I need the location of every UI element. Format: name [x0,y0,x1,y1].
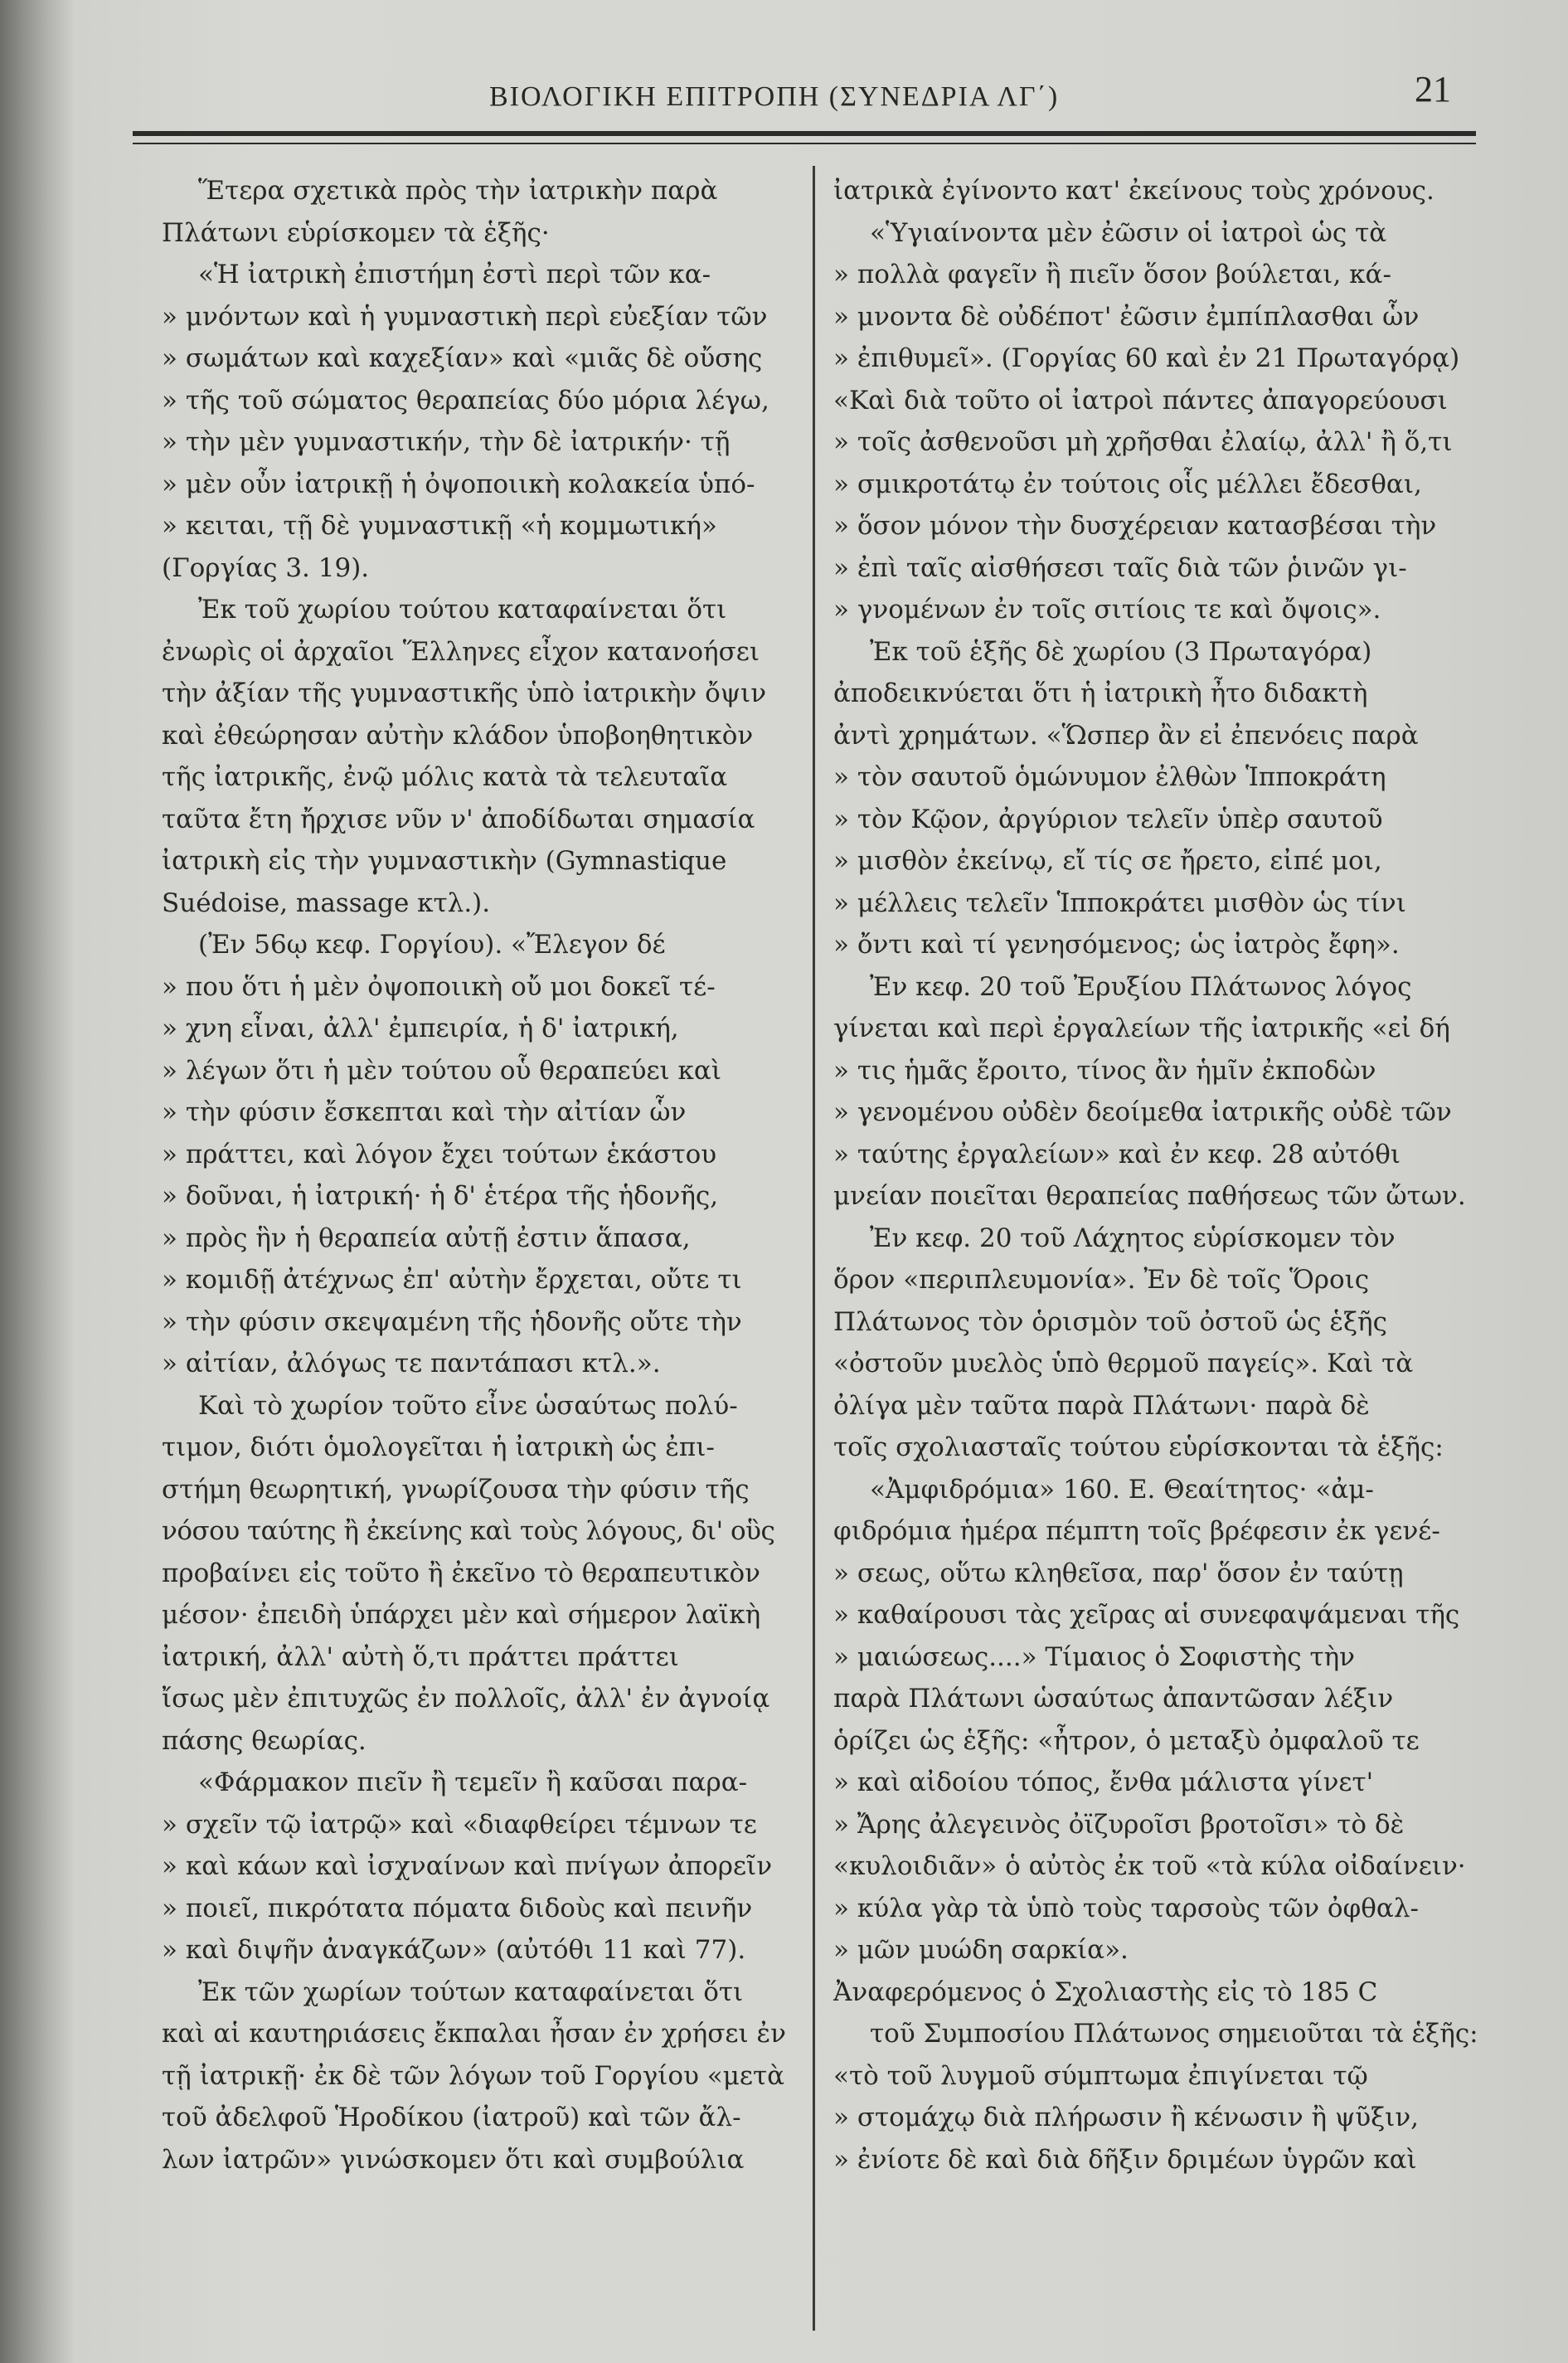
text-line: (Γοργίας 3. 19). [162,552,370,583]
text-line: «Ἀμφιδρόμια» 160. Ε. Θεαίτητος· «ἀμ- [870,1474,1374,1505]
text-line: προβαίνει εἰς τοῦτο ἢ ἐκεῖνο τὸ θεραπευτικὸν [162,1558,760,1588]
text-line: » ἐπιθυμεῖ». (Γοργίας 60 καὶ ἐν 21 Πρωταγόρᾳ) [833,343,1460,373]
text-line: » τῆς τοῦ σώματος θεραπείας δύο μόρια λέγω, [162,385,769,416]
text-line: » μῶν μυώδη σαρκία». [833,1935,1129,1965]
text-line: Ἐκ τῶν χωρίων τούτων καταφαίνεται ὅτι [198,1976,744,2007]
text-line: » σεως, οὕτω κληθεῖσα, παρ' ὅσον ἐν ταύτῃ [833,1558,1404,1588]
text-line: » τὸν Κῷον, ἀργύριον τελεῖν ὑπὲρ σαυτοῦ [833,804,1383,834]
text-line: καὶ ἐθεώρησαν αὐτὴν κλάδον ὑποβοηθητικὸν [162,720,754,751]
text-line: «Καὶ διὰ τοῦτο οἱ ἰατροὶ πάντες ἀπαγορεύουσι [833,385,1448,416]
text-line: » ὄντι καὶ τί γενησόμενος; ὡς ἰατρὸς ἔφη». [833,930,1400,960]
text-line: » σμικροτάτῳ ἐν τούτοις οἷς μέλλει ἔδεσθαι, [833,469,1422,499]
text-line: πάσης θεωρίας. [162,1725,367,1756]
text-line: παρὰ Πλάτωνι ὡσαύτως ἀπαντῶσαν λέξιν [833,1684,1394,1714]
column-divider [813,166,815,2331]
text-line: » τοῖς ἀσθενοῦσι μὴ χρῆσθαι ἐλαίῳ, ἀλλ' ἢ ὅ,τι [833,427,1453,457]
right-column [833,170,1488,2181]
text-line: λων ἰατρῶν» γινώσκομεν ὅτι καὶ συμβούλια [162,2144,745,2175]
text-line: » ἐπὶ ταῖς αἰσθήσεσι ταῖς διὰ τῶν ῥινῶν γι- [833,552,1407,583]
text-line: » δοῦναι, ἡ ἰατρική· ἡ δ' ἑτέρα τῆς ἡδονῆς, [162,1181,719,1211]
text-line: τῆς ἰατρικῆς, ἐνῷ μόλις κατὰ τὰ τελευταῖα [162,762,728,792]
text-line: μέσον· ἐπειδὴ ὑπάρχει μὲν καὶ σήμερον λαϊκὴ [162,1600,761,1630]
text-line: Ἐν κεφ. 20 τοῦ Ἐρυξίου Πλάτωνος λόγος [870,971,1412,1002]
text-line: «Ἡ ἰατρικὴ ἐπιστήμη ἐστὶ περὶ τῶν κα- [198,260,711,289]
text-line: » κύλα γὰρ τὰ ὑπὸ τοὺς ταρσοὺς τῶν ὀφθαλ- [833,1893,1419,1923]
text-line: «τὸ τοῦ λυγμοῦ σύμπτωμα ἐπιγίνεται τῷ [833,2060,1368,2091]
text-line: ὁρίζει ὡς ἑξῆς: «ἦτρον, ὁ μεταξὺ ὀμφαλοῦ τε [833,1725,1420,1756]
header-rule-thin [133,143,1476,144]
text-line: Ἕτερα σχετικὰ πρὸς τὴν ἰατρικὴν παρὰ [198,176,718,206]
text-line: » τις ἡμᾶς ἔροιτο, τίνος ἂν ἡμῖν ἐκποδὼν [833,1055,1376,1086]
text-line: ἰατρική, ἀλλ' αὐτὴ ὅ,τι πράττει πράττει [162,1641,679,1672]
text-line: (Ἐν 56ῳ κεφ. Γοργίου). «Ἔλεγον δέ [198,930,666,960]
text-line: Ἐκ τοῦ χωρίου τούτου καταφαίνεται ὅτι [198,595,727,625]
text-line: » χνη εἶναι, ἀλλ' ἐμπειρία, ἡ δ' ἰατρική, [162,1014,679,1043]
text-line: » σωμάτων καὶ καχεξίαν» καὶ «μιᾶς δὲ οὔσης [162,343,763,373]
running-head: ΒΙΟΛΟΓΙΚΗ ΕΠΙΤΡΟΠΗ (ΣΥΝΕΔΡΙΑ ΛΓ΄) [489,81,1060,112]
text-line: » μνόντων καὶ ἡ γυμναστικὴ περὶ εὐεξίαν τῶν [162,301,768,332]
text-line: » μαιώσεως....» Τίμαιος ὁ Σοφιστὴς τὴν [833,1641,1356,1672]
text-line: » μέλλεις τελεῖν Ἱπποκράτει μισθὸν ὡς τίνι [833,887,1406,918]
text-line: τοῖς σχολιασταῖς τούτου εὑρίσκονται τὰ ἑξῆς: [833,1432,1444,1462]
text-line: τοῦ Συμποσίου Πλάτωνος σημειοῦται τὰ ἑξῆς: [870,2019,1478,2049]
text-line: » κομιδῇ ἀτέχνως ἐπ' αὐτὴν ἔρχεται, οὔτε τι [162,1265,742,1295]
text-line: » λέγων ὅτι ἡ μὲν τούτου οὗ θεραπεύει καὶ [162,1055,721,1086]
text-line: τῇ ἰατρικῇ· ἐκ δὲ τῶν λόγων τοῦ Γοργίου «μετὰ [162,2060,785,2091]
text-line: » τὸν σαυτοῦ ὁμώνυμον ἐλθὼν Ἱπποκράτη [833,762,1386,792]
text-line: » σχεῖν τῷ ἰατρῷ» καὶ «διαφθείρει τέμνων τε [162,1809,757,1840]
text-line: ὀλίγα μὲν ταῦτα παρὰ Πλάτωνι· παρὰ δὲ [833,1390,1370,1421]
text-line: » κειται, τῇ δὲ γυμναστικῇ «ἡ κομμωτική» [162,511,717,541]
text-line: Πλάτωνι εὑρίσκομεν τὰ ἑξῆς· [162,217,550,248]
text-line: » τὴν φύσιν ἔσκεπται καὶ τὴν αἰτίαν ὧν [162,1097,687,1127]
text-line: μνείαν ποιεῖται θεραπείας παθήσεως τῶν ὤτων. [833,1181,1466,1211]
text-line: » ποιεῖ, πικρότατα πόματα διδοὺς καὶ πεινῆν [162,1893,753,1923]
text-line: » μισθὸν ἐκείνῳ, εἴ τίς σε ἤρετο, εἰπέ μοι, [833,846,1382,876]
text-line: Ἐν κεφ. 20 τοῦ Λάχητος εὑρίσκομεν τὸν [870,1223,1396,1253]
text-line: » μὲν οὖν ἰατρικῇ ἡ ὀψοποιικὴ κολακεία ὑπό- [162,469,755,499]
text-line: » γνομένων ἐν τοῖς σιτίοις τε καὶ ὄψοις». [833,595,1381,625]
text-line: τὴν ἀξίαν τῆς γυμναστικῆς ὑπὸ ἰατρικὴν ὄψιν [162,678,767,708]
text-line: » στομάχῳ διὰ πλήρωσιν ἢ κένωσιν ἢ ψῦξιν, [833,2103,1420,2132]
text-line: ὅρον «περιπλευμονία». Ἐν δὲ τοῖς Ὅροις [833,1265,1370,1295]
text-line: «ὀστοῦν μυελὸς ὑπὸ θερμοῦ παγείς». Καὶ τὰ [833,1349,1414,1378]
text-line: » τὴν φύσιν σκεψαμένη τῆς ἡδονῆς οὔτε τὴν [162,1306,742,1337]
text-line: φιδρόμια ἡμέρα πέμπτη τοῖς βρέφεσιν ἐκ γενέ- [833,1516,1440,1546]
text-line: » μνοντα δὲ οὐδέποτ' ἐῶσιν ἐμπίπλασθαι ὧν [833,301,1420,332]
text-line: ἴσως μὲν ἐπιτυχῶς ἐν πολλοῖς, ἀλλ' ἐν ἀγνοίᾳ [162,1684,770,1714]
text-line: » πράττει, καὶ λόγον ἔχει τούτων ἑκάστου [162,1139,717,1169]
text-line: τοῦ ἀδελφοῦ Ἡροδίκου (ἰατροῦ) καὶ τῶν ἄλ- [162,2103,741,2132]
text-line: » Ἄρης ἀλεγεινὸς ὀϊζυροῖσι βροτοῖσι» τὸ δὲ [833,1809,1405,1840]
text-line: Ἀναφερόμενος ὁ Σχολιαστὴς εἰς τὸ 185 C [833,1976,1378,2007]
text-line: » πρὸς ἣν ἡ θεραπεία αὐτῇ ἐστιν ἅπασα, [162,1223,691,1253]
text-line: «Ὑγιαίνοντα μὲν ἐῶσιν οἱ ἰατροὶ ὡς τὰ [870,217,1387,248]
text-line: » που ὅτι ἡ μὲν ὀψοποιικὴ οὔ μοι δοκεῖ τέ- [162,971,716,1002]
text-line: ταῦτα ἔτη ἤρχισε νῦν ν' ἀποδίδωται σημασία [162,804,755,834]
page-header [133,58,1476,141]
page-number: 21 [1415,69,1451,109]
text-line: Ἐκ τοῦ ἑξῆς δὲ χωρίου (3 Πρωταγόρα) [870,636,1372,667]
text-line: Πλάτωνος τὸν ὁρισμὸν τοῦ ὀστοῦ ὡς ἑξῆς [833,1306,1387,1337]
text-line: στήμη θεωρητική, γνωρίζουσα τὴν φύσιν τῆς [162,1474,750,1505]
text-line: » τὴν μὲν γυμναστικήν, τὴν δὲ ἰατρικήν· τῇ [162,427,731,457]
text-line: νόσου ταύτης ἢ ἐκείνης καὶ τοὺς λόγους, δι' οὓς [162,1516,775,1546]
text-line: » καὶ αἰδοίου τόπος, ἔνθα μάλιστα γίνετ' [833,1767,1374,1797]
text-line: Suédoise, massage κτλ.). [162,887,491,918]
header-rule-thick [133,131,1476,136]
text-line: ἰατρικὰ ἐγίνοντο κατ' ἐκείνους τοὺς χρόνους. [833,176,1435,206]
text-line: » ταύτης ἐργαλείων» καὶ ἐν κεφ. 28 αὐτόθι [833,1139,1401,1169]
text-line: Καὶ τὸ χωρίον τοῦτο εἶνε ὡσαύτως πολύ- [198,1390,738,1421]
book-spine-shadow [0,0,75,2363]
text-line: τιμον, διότι ὁμολογεῖται ἡ ἰατρικὴ ὡς ἐπι- [162,1432,715,1462]
text-line: γίνεται καὶ περὶ ἐργαλείων τῆς ἰατρικῆς «εἰ δή [833,1014,1450,1043]
text-line: «κυλοιδιᾶν» ὁ αὐτὸς ἐκ τοῦ «τὰ κύλα οἰδαίνειν· [833,1851,1466,1881]
text-line: » ἐνίοτε δὲ καὶ διὰ δῆξιν δριμέων ὑγρῶν καὶ [833,2144,1417,2175]
text-line: «Φάρμακον πιεῖν ἢ τεμεῖν ἢ καῦσαι παρα- [198,1767,748,1797]
text-line: ἐνωρὶς οἱ ἀρχαῖοι Ἕλληνες εἶχον κατανοήσει [162,636,760,667]
text-line: » καὶ κάων καὶ ἰσχναίνων καὶ πνίγων ἀπορεῖν [162,1851,773,1881]
text-line: ἀποδεικνύεται ὅτι ἡ ἰατρικὴ ἦτο διδακτὴ [833,678,1368,708]
text-line: ἀντὶ χρημάτων. «Ὥσπερ ἂν εἰ ἐπενόεις παρὰ [833,720,1419,751]
text-line: » γενομένου οὐδὲν δεοίμεθα ἰατρικῆς οὐδὲ τῶν [833,1097,1452,1127]
text-line: » ὅσον μόνον τὴν δυσχέρειαν κατασβέσαι τὴν [833,511,1437,541]
text-line: » καθαίρουσι τὰς χεῖρας αἱ συνεφαψάμεναι τῆς [833,1600,1460,1630]
text-line: » αἰτίαν, ἀλόγως τε παντάπασι κτλ.». [162,1349,661,1378]
left-column [162,170,792,2181]
text-line: καὶ αἱ καυτηριάσεις ἔκπαλαι ἦσαν ἐν χρήσει ἐν [162,2019,786,2049]
text-line: » καὶ διψῆν ἀναγκάζων» (αὐτόθι 11 καὶ 77). [162,1935,746,1965]
text-line: » πολλὰ φαγεῖν ἢ πιεῖν ὅσον βούλεται, κά- [833,260,1391,289]
text-line: ἰατρικὴ εἰς τὴν γυμναστικὴν (Gymnastique [162,846,727,876]
